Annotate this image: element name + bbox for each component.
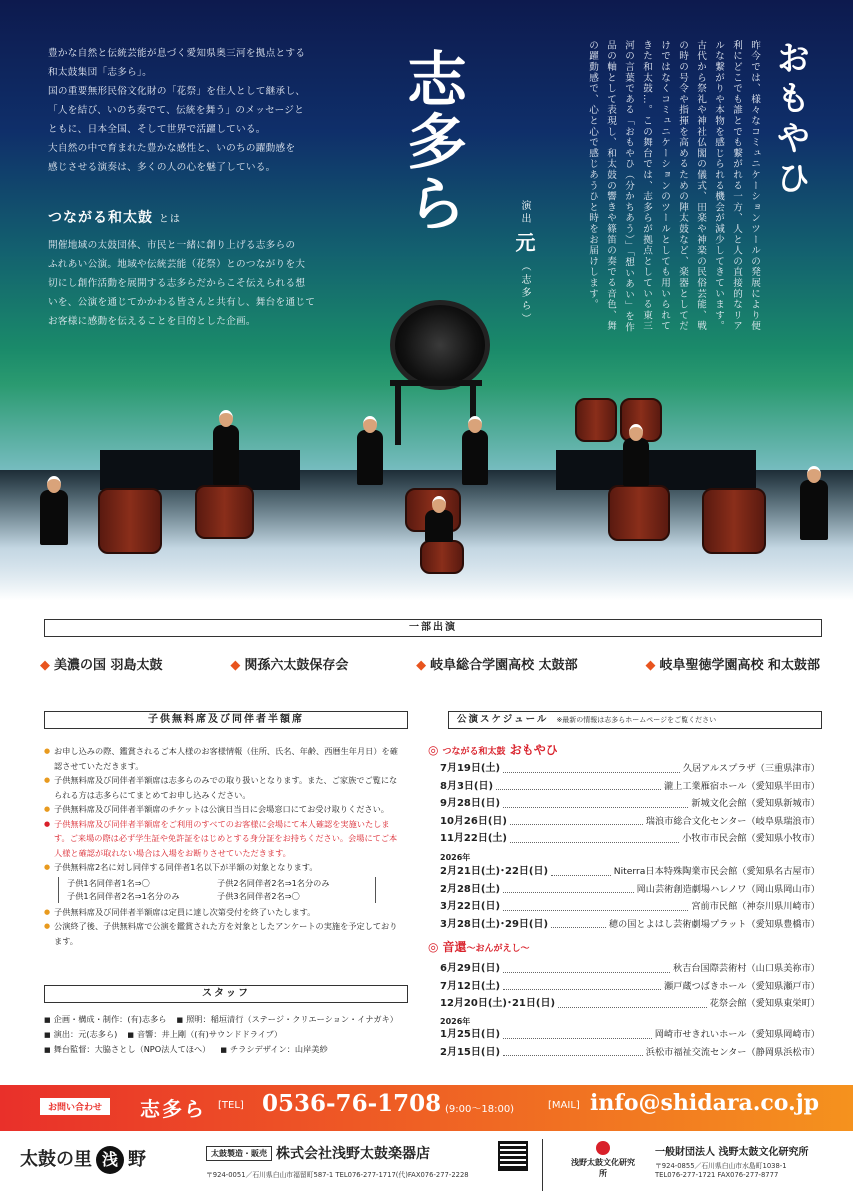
performer-head [219, 410, 233, 427]
guests-header: 一部出演 [44, 619, 822, 637]
desc-line: お客様に感動を伝えることを目的とした企画。 [48, 316, 256, 327]
schedule-list [440, 960, 820, 1013]
ticket-note: ● 子供無料席及び同伴者半額席のチケットは公演日当日に会場窓口にてお受け取りください。 [44, 802, 404, 817]
tel-label: [TEL] [218, 1100, 244, 1111]
staff-item: ■ 企画・構成・制作：(有)志多ら [44, 1012, 166, 1027]
institute-block [655, 1143, 808, 1180]
seal-icon [596, 1141, 610, 1155]
performer [462, 430, 488, 485]
staff-list [44, 1012, 409, 1057]
company-name: 株式会社浅野太鼓楽器店 [276, 1146, 430, 1162]
performer-head [432, 496, 446, 513]
performer [40, 490, 68, 545]
intro-line: ともに、日本全国、そして世界で活躍している。 [48, 124, 266, 135]
combo-item: 子供3名同伴者2名⇒〇 [217, 890, 300, 901]
tel-link[interactable]: 0536-76-1708 [262, 1090, 442, 1117]
staff-item: ■ チラシデザイン：山岸美紗 [220, 1042, 327, 1057]
intro-line: 国の重要無形民俗文化財の「花祭」を住人として継承し、 [48, 86, 306, 97]
staff-item: ■ 音響：井上剛（(有)サウンドドライブ） [127, 1027, 282, 1042]
drum [195, 485, 254, 539]
schedule-row: 2月15日(日) 浜松市福祉交流センター（静岡県浜松市） [440, 1044, 820, 1062]
intro-line: 大自然の中で育まれた豊かな感性と、いのちの躍動感を [48, 143, 296, 154]
desc-line: 開催地域の太鼓団体、市民と一緒に創り上げる志多らの [48, 240, 296, 251]
schedule-list [440, 863, 820, 933]
desc-line: 切にし創作活動を展開する志多らだからこそ伝えられる想 [48, 278, 306, 289]
vertical-description: 昨今では、様々なコミュニケーションツールの発展により便利にどこでも誰とでも繋がれる一方、人と人の直接的なリアルな繋がりや本物を感じられる機会が減少してきています。古代から祭礼や神社仏閣の儀式、田楽や神楽の民俗芸能、戦の時の号令や指揮を高めるための陣太鼓など、楽器としてだけではなくコミュニケーションのツールとしても用いられてきた和太鼓…。この舞台では、志多らが拠点としている東三河の言葉である「おもやひ（分かちあう）」「想いあい」を作品の軸として表現し、和太鼓の響きや篠笛の奏でる音色、舞の躍動感で、心と心で感じあうひと時をお届けします。 [587, 40, 760, 333]
intro-line: 感じさせる演奏は、多くの人の心を魅了している。 [48, 162, 276, 173]
desc-line: いを、公演を通じてかかわる皆さんと共有し、舞台を通じて [48, 297, 316, 308]
schedule-row: 2月28日(土) 岡山芸術創造劇場ハレノワ（岡山県岡山市） [440, 881, 820, 899]
guest-item: ◆ 美濃の国 羽島太鼓 [40, 654, 163, 673]
divider [542, 1139, 543, 1191]
company-block [206, 1143, 496, 1179]
drum [608, 485, 670, 541]
qr-code-icon[interactable] [498, 1141, 528, 1171]
combo-item: 子供1名同伴者1名⇒〇 [67, 877, 150, 888]
guest-item: ◆ 岐阜聖徳学園高校 和太鼓部 [645, 654, 820, 673]
tour-title-omoyahi: ◎ つながる和太鼓 おもやひ [428, 741, 558, 758]
seller-tag: 太鼓製造・販売 [206, 1146, 272, 1161]
intro-line: 和太鼓集団「志多ら」。 [48, 67, 153, 78]
drum [420, 540, 464, 574]
schedule-row: 10月26日(日) 瑞浪市総合文化センター（岐阜県瑞浪市） [440, 813, 820, 831]
combo-item: 子供1名同伴者2名⇒1名分のみ [67, 890, 180, 901]
combo-item: 子供2名同伴者2名⇒1名分のみ [217, 877, 330, 888]
institute-name: 一般財団法人 浅野太鼓文化研究所 [655, 1147, 809, 1158]
schedule-row: 7月12日(土) 瀬戸蔵つばきホール（愛知県瀬戸市） [440, 978, 820, 996]
intro-line: 豊かな自然と伝統芸能が息づく愛知県奥三河を拠点とする [48, 48, 306, 59]
ticket-note: ● 公演終了後、子供無料席で公演を鑑賞された方を対象としたアンケートの実施を予定しております。 [44, 919, 404, 948]
schedule-row: 8月3日(日) 瀧上工業雁宿ホール（愛知県半田市） [440, 778, 820, 796]
desc-line: ふれあい公演。地域や伝統芸能（花祭）とのつながりを大 [48, 259, 306, 270]
contact-label: お問い合わせ [40, 1098, 110, 1115]
staff-item: ■ 照明：稲垣清行（ステージ・クリエーション・イナガキ） [176, 1012, 398, 1027]
performer [623, 438, 649, 486]
intro-line: 「人を結び、いのち奏でて、伝統を舞う」のメッセージと [48, 105, 305, 116]
director-credit: 演出元（志多ら） [512, 200, 536, 326]
tour-title-ongaeshi: ◎ 音還～おんがえし～ [428, 938, 530, 955]
performer-head [629, 424, 643, 441]
contact-org: 志多ら [140, 1097, 206, 1121]
staff-item: ■ 演出：元(志多ら) [44, 1027, 117, 1042]
institute-logo: 浅野太鼓文化研究所 [568, 1141, 638, 1179]
performer-head [47, 476, 61, 493]
calligraphy-logo: 志多ら [397, 48, 467, 234]
intro-text [48, 44, 358, 177]
company-address: 〒924-0051／石川県白山市福留町587-1 TEL076-277-1717(代)FAX076-277-2228 [206, 1171, 469, 1179]
schedule-row: 3月28日(土)･29日(日) 穂の国とよはし芸術劇場プラット（愛知県豊橋市） [440, 916, 820, 934]
ticket-note: ● お申し込みの際、鑑賞されるご本人様のお客様情報（住所、氏名、年齢、西暦生年月日）を確認させていただきます。 [44, 744, 404, 773]
staff-header: スタッフ [44, 985, 408, 1003]
performer [800, 480, 828, 540]
institute-address: 〒924-0855／石川県白山市水島町1038-1 TEL076-277-1721 FAX076-277-8777 [655, 1162, 787, 1179]
stage-riser [100, 450, 300, 490]
year-label: 2026年 [440, 1017, 471, 1026]
stage-riser [556, 450, 756, 490]
subtitle: つながる和太鼓 とは [48, 210, 181, 226]
performer [213, 425, 239, 485]
mail-label: [MAIL] [548, 1100, 580, 1111]
combo-table [58, 877, 376, 903]
performer [357, 430, 383, 485]
year-label: 2026年 [440, 853, 471, 862]
performer [425, 510, 453, 542]
guest-item: ◆ 岐阜総合学園高校 太鼓部 [416, 654, 578, 673]
performer-head [363, 416, 377, 433]
schedule-row: 2月21日(土)･22日(日) Niterra日本特殊陶業市民会館（愛知県名古屋市） [440, 863, 820, 881]
performer-head [807, 466, 821, 483]
hours: (9:00～18:00) [445, 1104, 515, 1115]
schedule-header: 公演スケジュール ※最新の情報は志多らホームページをご覧ください [448, 711, 822, 729]
ticket-note: ● 子供無料席及び同伴者半額席は志多らのみでの取り扱いとなります。また、ご家族でご覧になられる方は志多らにてまとめてお申し込みください。 [44, 773, 404, 802]
drum [575, 398, 617, 442]
ticket-note: ● 子供無料席2名に対し同伴する同伴者1名以下が半額の対象となります。 [44, 860, 404, 875]
description-text [48, 236, 348, 331]
drum-stand [395, 385, 401, 445]
schedule-list [440, 760, 820, 848]
ticket-note-warning: ● 子供無料席及び同伴者半額席をご利用のすべてのお客様に会場にて本人確認を実施いたします。ご来場の際は必ず学生証や免許証をはじめとする身分証をお持ちください。会場にてご本人様と確認が取れない場合は入場をお断りさせていただきます。 [44, 817, 404, 861]
mail-link[interactable]: info@shidara.co.jp [590, 1090, 820, 1116]
drum [702, 488, 766, 554]
schedule-row: 9月28日(日) 新城文化会館（愛知県新城市） [440, 795, 820, 813]
drum [98, 488, 162, 554]
schedule-row: 11月22日(土) 小牧市市民会館（愛知県小牧市） [440, 830, 820, 848]
schedule-row: 1月25日(日) 岡崎市せきれいホール（愛知県岡崎市） [440, 1026, 820, 1044]
schedule-row: 12月20日(土)･21日(日) 花祭会館（愛知県東栄町） [440, 995, 820, 1013]
main-title: おもやひ [770, 40, 810, 200]
performer-head [468, 416, 482, 433]
big-drum [390, 300, 490, 390]
tickets-header: 子供無料席及び同伴者半額席 [44, 711, 408, 729]
schedule-list [440, 1026, 820, 1061]
footer [0, 1131, 853, 1200]
ticket-notes [44, 744, 404, 948]
contact-bar [0, 1085, 853, 1131]
guest-item: ◆ 関孫六太鼓保存会 [230, 654, 348, 673]
guest-list [40, 654, 820, 673]
schedule-row: 6月29日(日) 秋吉台国際芸術村（山口県美祢市） [440, 960, 820, 978]
brand-logo: 太鼓の里 浅 野 [20, 1145, 146, 1174]
schedule-row: 7月19日(土) 久居アルスプラザ（三重県津市） [440, 760, 820, 778]
schedule-row: 3月22日(日) 宮前市民館（神奈川県川崎市） [440, 898, 820, 916]
drum-stand [390, 380, 482, 386]
staff-item: ■ 舞台監督：大脇さとし（NPO法人てほへ） [44, 1042, 210, 1057]
ticket-note: ● 子供無料席及び同伴者半額席は定員に達し次第受付を終了いたします。 [44, 905, 404, 920]
